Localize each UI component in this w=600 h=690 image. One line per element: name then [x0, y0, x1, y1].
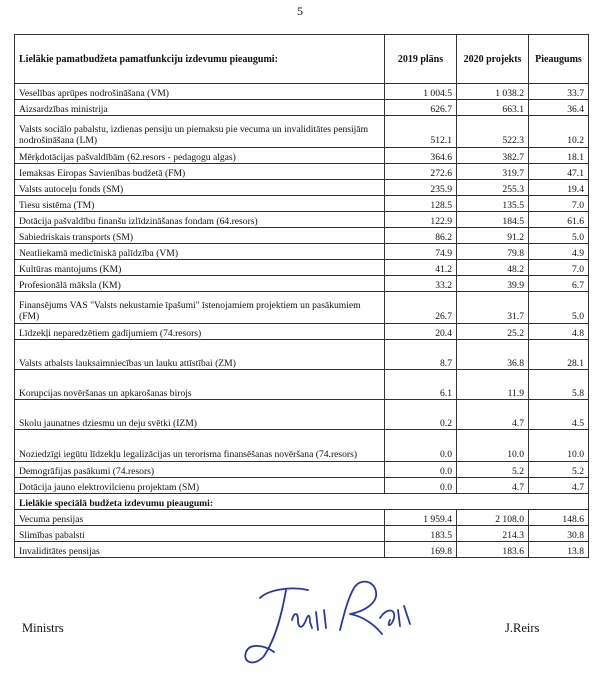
- table-row: [15, 430, 589, 462]
- value-2019: 512.1: [385, 116, 457, 148]
- value-growth: 19.4: [529, 180, 589, 196]
- row-label: Sabiedriskais transports (SM): [15, 228, 385, 244]
- value-growth: 47.1: [529, 164, 589, 180]
- value-2020: 135.5: [457, 196, 529, 212]
- table-row: [15, 324, 589, 340]
- value-2020: 183.6: [457, 542, 529, 558]
- value-2020: 2 108.0: [457, 510, 529, 526]
- value-2019: 364.6: [385, 148, 457, 164]
- table-row: [15, 180, 589, 196]
- table-row: [15, 370, 589, 400]
- row-label: Profesionālā māksla (KM): [15, 276, 385, 292]
- row-label: Tiesu sistēma (TM): [15, 196, 385, 212]
- table-title: Lielākie pamatbudžeta pamatfunkciju izdevumu pieaugumi:: [15, 35, 385, 84]
- value-2019: 8.7: [385, 340, 457, 370]
- value-2019: 26.7: [385, 292, 457, 324]
- table-row: [15, 116, 589, 148]
- value-2019: 272.6: [385, 164, 457, 180]
- row-label: Invaliditātes pensijas: [15, 542, 385, 558]
- value-2019: 1 004.5: [385, 84, 457, 100]
- row-label: Valsts autoceļu fonds (SM): [15, 180, 385, 196]
- row-label: Noziedzīgi iegūtu līdzekļu legalizācijas un terorisma finansēšanas novēršana (74.resors): [15, 430, 385, 462]
- signature-stroke: [316, 610, 326, 630]
- value-2019: 74.9: [385, 244, 457, 260]
- table-row: [15, 244, 589, 260]
- value-2020: 1 038.2: [457, 84, 529, 100]
- row-label: Korupcijas novēršanas un apkarošanas birojs: [15, 370, 385, 400]
- row-label: Neatliekamā medicīniskā palīdzība (VM): [15, 244, 385, 260]
- table-row: [15, 84, 589, 100]
- value-growth: 7.0: [529, 196, 589, 212]
- value-growth: 4.9: [529, 244, 589, 260]
- value-2020: 5.2: [457, 462, 529, 478]
- signature-stroke: [380, 606, 410, 626]
- value-2019: 20.4: [385, 324, 457, 340]
- handwritten-signature: [190, 568, 440, 678]
- value-2020: 4.7: [457, 400, 529, 430]
- value-2019: 0.0: [385, 478, 457, 494]
- table-row: [15, 542, 589, 558]
- table-row: [15, 100, 589, 116]
- value-growth: 4.5: [529, 400, 589, 430]
- table-row: [15, 228, 589, 244]
- row-label: Kultūras mantojums (KM): [15, 260, 385, 276]
- value-2020: 10.0: [457, 430, 529, 462]
- value-2020: 319.7: [457, 164, 529, 180]
- value-2020: 522.3: [457, 116, 529, 148]
- row-label: Finansējums VAS "Valsts nekustamie īpašumi" īstenojamiem projektiem un pasākumiem (FM): [15, 292, 385, 324]
- row-label: Vecuma pensijas: [15, 510, 385, 526]
- table-row: [15, 260, 589, 276]
- value-growth: 10.2: [529, 116, 589, 148]
- value-2019: 1 959.4: [385, 510, 457, 526]
- row-label: Aizsardzības ministrija: [15, 100, 385, 116]
- row-label: Valsts sociālo pabalstu, izdienas pensiju un piemaksu pie vecuma un invaliditātes pensijām nodrošināšana (LM): [15, 116, 385, 148]
- value-growth: 28.1: [529, 340, 589, 370]
- table-row: [15, 400, 589, 430]
- signature-stroke: [340, 582, 382, 634]
- table-row: [15, 340, 589, 370]
- value-growth: 33.7: [529, 84, 589, 100]
- row-label: Slimības pabalsti: [15, 526, 385, 542]
- value-growth: 18.1: [529, 148, 589, 164]
- table-row: [15, 478, 589, 494]
- minister-name: J.Reirs: [505, 621, 540, 635]
- value-2019: 6.1: [385, 370, 457, 400]
- value-2019: 86.2: [385, 228, 457, 244]
- section-title-special-budget: Lielākie speciālā budžeta izdevumu pieaugumi:: [15, 494, 589, 510]
- value-growth: 7.0: [529, 260, 589, 276]
- value-growth: 10.0: [529, 430, 589, 462]
- value-growth: 148.6: [529, 510, 589, 526]
- value-2020: 91.2: [457, 228, 529, 244]
- value-growth: 4.7: [529, 478, 589, 494]
- value-2020: 25.2: [457, 324, 529, 340]
- minister-title: Ministrs: [22, 621, 64, 635]
- value-2020: 382.7: [457, 148, 529, 164]
- value-growth: 36.4: [529, 100, 589, 116]
- value-2020: 11.9: [457, 370, 529, 400]
- budget-table: [14, 34, 589, 558]
- table-row: [15, 164, 589, 180]
- row-label: Dotācija pašvaldību finanšu izlīdzināšanas fondam (64.resors): [15, 212, 385, 228]
- value-2020: 48.2: [457, 260, 529, 276]
- value-2019: 122.9: [385, 212, 457, 228]
- row-label: Iemaksas Eiropas Savienības budžetā (FM): [15, 164, 385, 180]
- column-header-2020: 2020 projekts: [457, 35, 529, 84]
- value-2019: 0.2: [385, 400, 457, 430]
- value-growth: 4.8: [529, 324, 589, 340]
- value-growth: 5.2: [529, 462, 589, 478]
- row-label: Dotācija jauno elektrovilcienu projektam (SM): [15, 478, 385, 494]
- value-2020: 255.3: [457, 180, 529, 196]
- section-header-row: [15, 494, 589, 510]
- row-label: Demogrāfijas pasākumi (74.resors): [15, 462, 385, 478]
- value-2019: 0.0: [385, 462, 457, 478]
- table-row: [15, 462, 589, 478]
- value-2019: 235.9: [385, 180, 457, 196]
- value-growth: 6.7: [529, 276, 589, 292]
- row-label: Līdzekļi neparedzētiem gadījumiem (74.resors): [15, 324, 385, 340]
- value-growth: 5.0: [529, 292, 589, 324]
- value-2019: 626.7: [385, 100, 457, 116]
- row-label: Veselības aprūpes nodrošināšana (VM): [15, 84, 385, 100]
- value-growth: 61.6: [529, 212, 589, 228]
- value-growth: 5.0: [529, 228, 589, 244]
- signature-stroke: [292, 614, 312, 628]
- value-2019: 169.8: [385, 542, 457, 558]
- value-2020: 214.3: [457, 526, 529, 542]
- value-2019: 33.2: [385, 276, 457, 292]
- value-2019: 128.5: [385, 196, 457, 212]
- value-2020: 663.1: [457, 100, 529, 116]
- value-2020: 39.9: [457, 276, 529, 292]
- value-2019: 0.0: [385, 430, 457, 462]
- table-row: [15, 212, 589, 228]
- table-row: [15, 148, 589, 164]
- row-label: Mērķdotācijas pašvaldībām (62.resors - pedagogu algas): [15, 148, 385, 164]
- table-row: [15, 276, 589, 292]
- table-row: [15, 526, 589, 542]
- page-number: 5: [297, 4, 303, 18]
- table-row: [15, 196, 589, 212]
- table-row: [15, 292, 589, 324]
- value-growth: 5.8: [529, 370, 589, 400]
- value-2020: 184.5: [457, 212, 529, 228]
- column-header-growth: Pieaugums: [529, 35, 589, 84]
- value-2019: 41.2: [385, 260, 457, 276]
- value-growth: 30.8: [529, 526, 589, 542]
- column-header-2019: 2019 plāns: [385, 35, 457, 84]
- row-label: Valsts atbalsts lauksaimniecības un lauku attīstībai (ZM): [15, 340, 385, 370]
- row-label: Skolu jaunatnes dziesmu un deju svētki (IZM): [15, 400, 385, 430]
- value-growth: 13.8: [529, 542, 589, 558]
- value-2020: 79.8: [457, 244, 529, 260]
- value-2019: 183.5: [385, 526, 457, 542]
- table-row: [15, 510, 589, 526]
- value-2020: 31.7: [457, 292, 529, 324]
- table-header-row: [15, 35, 589, 84]
- value-2020: 36.8: [457, 340, 529, 370]
- value-2020: 4.7: [457, 478, 529, 494]
